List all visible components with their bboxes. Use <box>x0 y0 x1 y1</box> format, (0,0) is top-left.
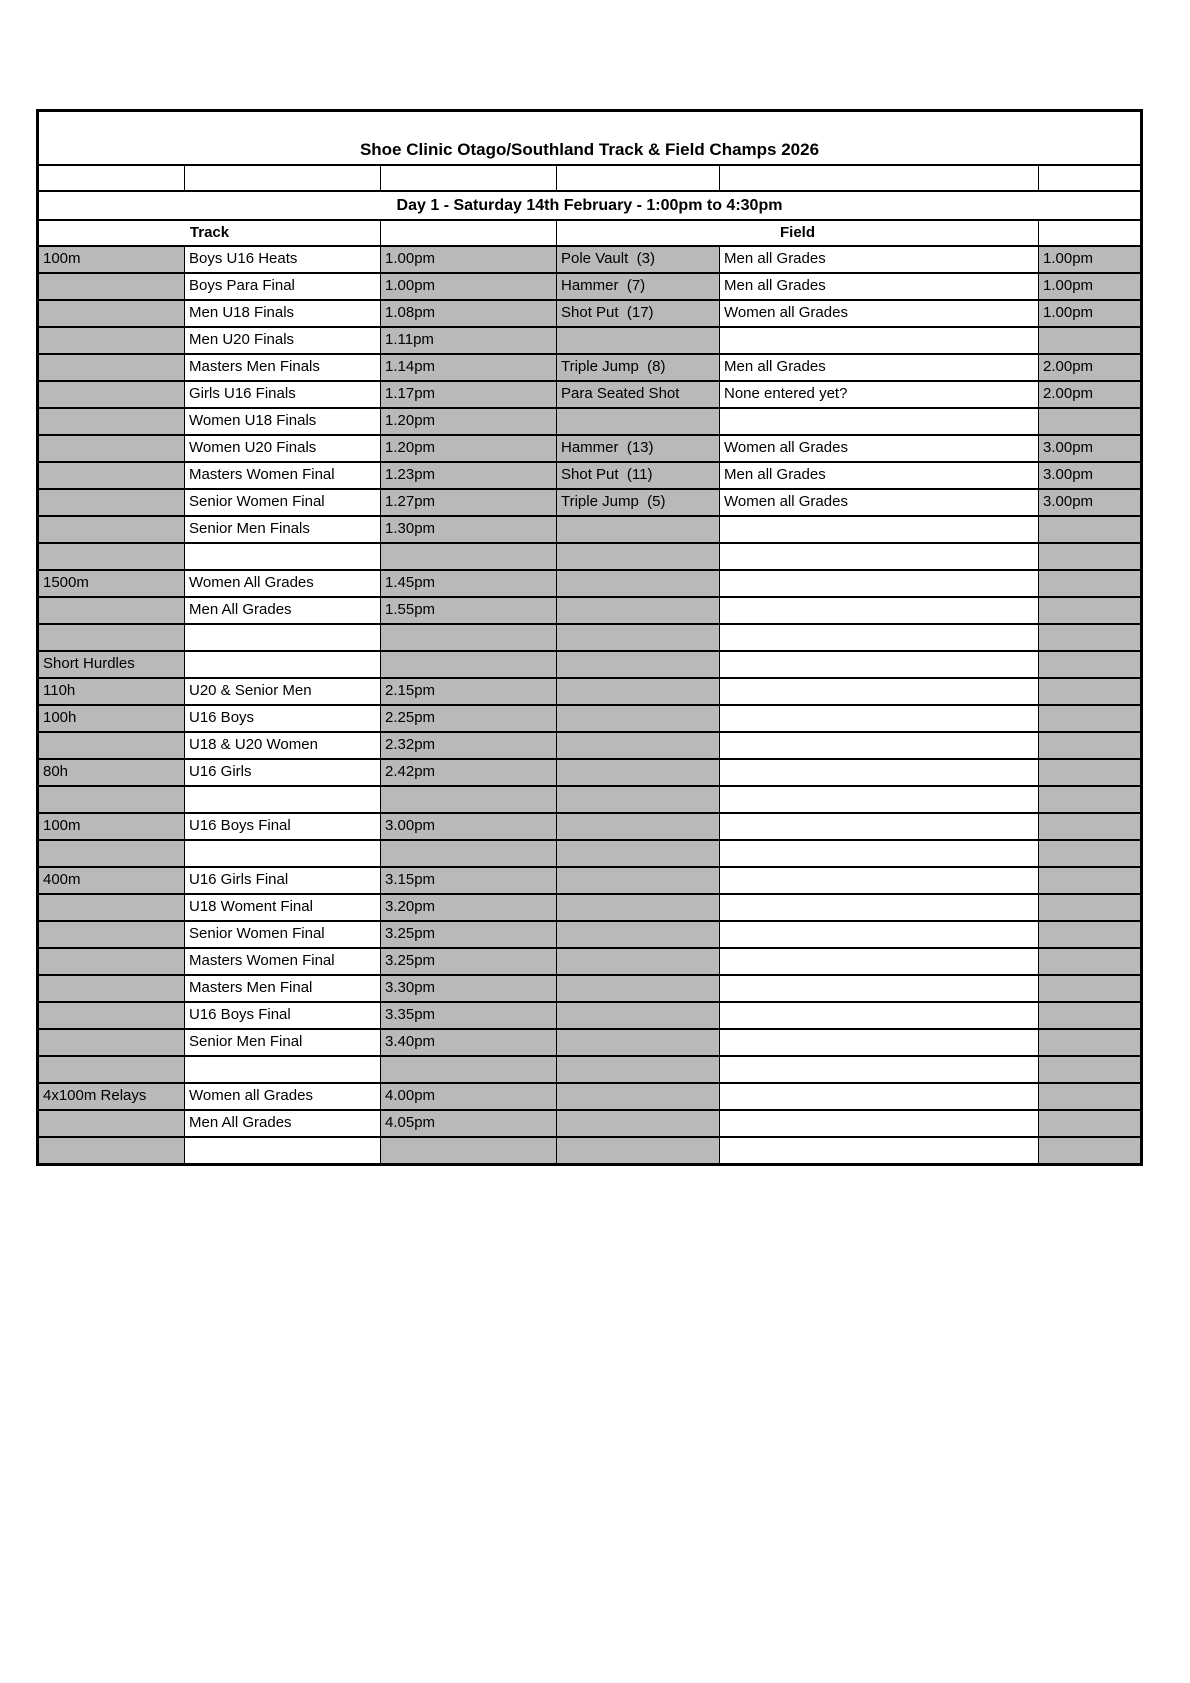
field-detail-cell: Men all Grades <box>720 354 1039 381</box>
track-time-cell: 1.55pm <box>381 597 557 624</box>
track-detail-cell: Masters Women Final <box>185 462 381 489</box>
track-time-cell <box>381 840 557 867</box>
field-detail-cell <box>720 921 1039 948</box>
track-event-cell <box>38 1029 185 1056</box>
track-detail-cell: Women U18 Finals <box>185 408 381 435</box>
field-event-cell <box>557 516 720 543</box>
track-detail-cell <box>185 840 381 867</box>
field-detail-cell <box>720 705 1039 732</box>
field-event-cell <box>557 894 720 921</box>
field-time-cell <box>1039 651 1142 678</box>
track-event-cell: 100m <box>38 813 185 840</box>
track-time-cell: 3.20pm <box>381 894 557 921</box>
track-event-cell <box>38 975 185 1002</box>
track-time-cell: 3.40pm <box>381 1029 557 1056</box>
schedule-row <box>38 354 1142 381</box>
field-detail-cell: Women all Grades <box>720 300 1039 327</box>
track-event-cell: 100m <box>38 246 185 273</box>
track-detail-cell: Men All Grades <box>185 1110 381 1137</box>
track-time-cell: 1.17pm <box>381 381 557 408</box>
schedule-row <box>38 1029 1142 1056</box>
track-time-cell: 4.05pm <box>381 1110 557 1137</box>
field-time-cell <box>1039 759 1142 786</box>
field-detail-cell: Women all Grades <box>720 435 1039 462</box>
schedule-row <box>38 516 1142 543</box>
schedule-row <box>38 327 1142 354</box>
field-event-cell <box>557 813 720 840</box>
field-event-cell <box>557 840 720 867</box>
field-time-cell <box>1039 867 1142 894</box>
track-event-cell <box>38 543 185 570</box>
track-event-cell <box>38 597 185 624</box>
field-event-cell <box>557 867 720 894</box>
track-detail-cell: Masters Men Finals <box>185 354 381 381</box>
field-time-cell <box>1039 1029 1142 1056</box>
field-event-cell <box>557 786 720 813</box>
schedule-row <box>38 408 1142 435</box>
schedule-row <box>38 732 1142 759</box>
track-time-cell: 2.42pm <box>381 759 557 786</box>
schedule-row <box>38 948 1142 975</box>
field-time-cell: 3.00pm <box>1039 489 1142 516</box>
field-time-cell <box>1039 327 1142 354</box>
track-event-cell <box>38 354 185 381</box>
track-event-cell <box>38 1110 185 1137</box>
track-event-cell <box>38 948 185 975</box>
field-time-cell <box>1039 516 1142 543</box>
track-detail-cell: Girls U16 Finals <box>185 381 381 408</box>
schedule-row <box>38 759 1142 786</box>
track-detail-cell: Boys U16 Heats <box>185 246 381 273</box>
title-row <box>38 111 1142 166</box>
track-event-cell <box>38 462 185 489</box>
field-time-cell: 3.00pm <box>1039 462 1142 489</box>
track-time-cell <box>381 543 557 570</box>
field-detail-cell <box>720 759 1039 786</box>
field-time-cell <box>1039 408 1142 435</box>
track-time-cell: 1.08pm <box>381 300 557 327</box>
schedule-row <box>38 543 1142 570</box>
field-detail-cell <box>720 1029 1039 1056</box>
track-detail-cell <box>185 651 381 678</box>
track-detail-cell <box>185 1056 381 1083</box>
field-time-cell <box>1039 1002 1142 1029</box>
track-time-cell: 1.20pm <box>381 435 557 462</box>
field-detail-cell <box>720 678 1039 705</box>
track-event-cell <box>38 786 185 813</box>
track-detail-cell: Masters Women Final <box>185 948 381 975</box>
track-event-cell <box>38 624 185 651</box>
field-detail-cell <box>720 624 1039 651</box>
field-event-cell <box>557 1002 720 1029</box>
field-time-cell: 2.00pm <box>1039 354 1142 381</box>
track-time-cell: 3.00pm <box>381 813 557 840</box>
field-detail-cell <box>720 543 1039 570</box>
field-event-cell <box>557 948 720 975</box>
field-detail-cell <box>720 840 1039 867</box>
field-event-cell <box>557 1029 720 1056</box>
field-detail-cell <box>720 813 1039 840</box>
schedule-row <box>38 1083 1142 1110</box>
track-detail-cell: U16 Boys Final <box>185 813 381 840</box>
track-event-cell <box>38 516 185 543</box>
track-event-cell: 110h <box>38 678 185 705</box>
field-section-header: Field <box>557 220 1039 246</box>
field-detail-cell <box>720 1083 1039 1110</box>
track-detail-cell: Senior Women Final <box>185 489 381 516</box>
field-detail-cell <box>720 408 1039 435</box>
field-event-cell: Pole Vault (3) <box>557 246 720 273</box>
day-header: Day 1 - Saturday 14th February - 1:00pm to 4:30pm <box>38 191 1142 220</box>
field-detail-cell <box>720 1110 1039 1137</box>
section-header-empty-cell <box>1039 220 1142 246</box>
track-detail-cell: Men All Grades <box>185 597 381 624</box>
track-time-cell <box>381 1056 557 1083</box>
field-event-cell: Shot Put (17) <box>557 300 720 327</box>
field-event-cell: Shot Put (11) <box>557 462 720 489</box>
track-time-cell <box>381 1137 557 1165</box>
field-detail-cell <box>720 894 1039 921</box>
field-event-cell <box>557 1056 720 1083</box>
schedule-row <box>38 786 1142 813</box>
field-detail-cell: Men all Grades <box>720 246 1039 273</box>
schedule-row <box>38 813 1142 840</box>
track-event-cell <box>38 381 185 408</box>
track-event-cell <box>38 300 185 327</box>
track-event-cell <box>38 408 185 435</box>
track-detail-cell <box>185 543 381 570</box>
field-time-cell <box>1039 1110 1142 1137</box>
spacer-row <box>38 165 1142 191</box>
field-detail-cell <box>720 786 1039 813</box>
track-detail-cell: Boys Para Final <box>185 273 381 300</box>
track-time-cell: 2.25pm <box>381 705 557 732</box>
schedule-row <box>38 435 1142 462</box>
track-time-cell <box>381 624 557 651</box>
field-detail-cell <box>720 597 1039 624</box>
track-time-cell: 1.23pm <box>381 462 557 489</box>
schedule-row <box>38 597 1142 624</box>
track-detail-cell: U20 & Senior Men <box>185 678 381 705</box>
field-event-cell <box>557 1110 720 1137</box>
schedule-row <box>38 462 1142 489</box>
track-time-cell: 2.15pm <box>381 678 557 705</box>
track-event-cell <box>38 921 185 948</box>
track-event-cell <box>38 732 185 759</box>
schedule-row <box>38 678 1142 705</box>
field-detail-cell <box>720 948 1039 975</box>
schedule-row <box>38 651 1142 678</box>
track-time-cell: 1.14pm <box>381 354 557 381</box>
field-detail-cell <box>720 651 1039 678</box>
track-event-cell: 4x100m Relays <box>38 1083 185 1110</box>
field-event-cell: Triple Jump (8) <box>557 354 720 381</box>
track-detail-cell <box>185 786 381 813</box>
day-header-row <box>38 191 1142 220</box>
track-time-cell <box>381 786 557 813</box>
schedule-row <box>38 1137 1142 1165</box>
field-event-cell <box>557 678 720 705</box>
schedule-row <box>38 489 1142 516</box>
field-detail-cell <box>720 570 1039 597</box>
field-event-cell: Para Seated Shot <box>557 381 720 408</box>
document-title: Shoe Clinic Otago/Southland Track & Field Champs 2026 <box>38 111 1142 166</box>
spacer-cell <box>381 165 557 191</box>
track-section-header: Track <box>38 220 381 246</box>
field-event-cell: Triple Jump (5) <box>557 489 720 516</box>
field-event-cell <box>557 732 720 759</box>
field-event-cell <box>557 1137 720 1165</box>
track-detail-cell: Senior Men Finals <box>185 516 381 543</box>
track-time-cell: 1.20pm <box>381 408 557 435</box>
track-detail-cell: U16 Boys Final <box>185 1002 381 1029</box>
field-detail-cell <box>720 1002 1039 1029</box>
field-detail-cell: Men all Grades <box>720 462 1039 489</box>
spacer-cell <box>720 165 1039 191</box>
spacer-cell <box>38 165 185 191</box>
field-time-cell <box>1039 1137 1142 1165</box>
spacer-cell <box>557 165 720 191</box>
field-time-cell <box>1039 813 1142 840</box>
field-time-cell <box>1039 624 1142 651</box>
field-detail-cell: Women all Grades <box>720 489 1039 516</box>
field-time-cell <box>1039 894 1142 921</box>
schedule-row <box>38 867 1142 894</box>
track-event-cell <box>38 489 185 516</box>
track-event-cell <box>38 840 185 867</box>
field-detail-cell <box>720 732 1039 759</box>
track-event-cell: 1500m <box>38 570 185 597</box>
track-event-cell <box>38 1056 185 1083</box>
track-time-cell: 1.30pm <box>381 516 557 543</box>
field-event-cell <box>557 705 720 732</box>
field-detail-cell: None entered yet? <box>720 381 1039 408</box>
field-detail-cell <box>720 327 1039 354</box>
spacer-cell <box>185 165 381 191</box>
field-event-cell <box>557 408 720 435</box>
field-event-cell <box>557 570 720 597</box>
field-time-cell <box>1039 597 1142 624</box>
field-event-cell <box>557 651 720 678</box>
track-event-cell <box>38 1002 185 1029</box>
field-time-cell <box>1039 921 1142 948</box>
field-time-cell: 1.00pm <box>1039 300 1142 327</box>
track-detail-cell: Masters Men Final <box>185 975 381 1002</box>
schedule-row <box>38 840 1142 867</box>
track-detail-cell: U18 & U20 Women <box>185 732 381 759</box>
track-detail-cell: U18 Woment Final <box>185 894 381 921</box>
track-detail-cell: U16 Girls Final <box>185 867 381 894</box>
schedule-row <box>38 705 1142 732</box>
schedule-row <box>38 273 1142 300</box>
track-detail-cell: Women All Grades <box>185 570 381 597</box>
field-event-cell <box>557 624 720 651</box>
track-event-cell <box>38 327 185 354</box>
field-detail-cell <box>720 867 1039 894</box>
field-detail-cell: Men all Grades <box>720 273 1039 300</box>
schedule-row <box>38 300 1142 327</box>
track-time-cell: 3.25pm <box>381 948 557 975</box>
track-detail-cell: U16 Girls <box>185 759 381 786</box>
field-detail-cell <box>720 975 1039 1002</box>
field-event-cell <box>557 543 720 570</box>
track-event-cell: 400m <box>38 867 185 894</box>
track-time-cell: 4.00pm <box>381 1083 557 1110</box>
schedule-row <box>38 624 1142 651</box>
field-time-cell: 2.00pm <box>1039 381 1142 408</box>
track-detail-cell <box>185 1137 381 1165</box>
track-time-cell: 1.11pm <box>381 327 557 354</box>
field-event-cell <box>557 327 720 354</box>
track-detail-cell: U16 Boys <box>185 705 381 732</box>
schedule-row <box>38 1056 1142 1083</box>
schedule-row <box>38 246 1142 273</box>
field-detail-cell <box>720 1137 1039 1165</box>
spacer-cell <box>1039 165 1142 191</box>
track-time-cell: 1.00pm <box>381 273 557 300</box>
track-detail-cell <box>185 624 381 651</box>
field-time-cell <box>1039 1056 1142 1083</box>
track-time-cell: 1.45pm <box>381 570 557 597</box>
field-event-cell <box>557 975 720 1002</box>
section-header-row <box>38 220 1142 246</box>
field-time-cell: 1.00pm <box>1039 273 1142 300</box>
track-event-cell: 100h <box>38 705 185 732</box>
field-time-cell <box>1039 975 1142 1002</box>
section-header-empty-cell <box>381 220 557 246</box>
track-time-cell <box>381 651 557 678</box>
field-time-cell <box>1039 705 1142 732</box>
schedule-row <box>38 894 1142 921</box>
field-event-cell <box>557 1083 720 1110</box>
schedule-table <box>36 109 1143 1166</box>
track-time-cell: 2.32pm <box>381 732 557 759</box>
field-time-cell <box>1039 570 1142 597</box>
track-event-cell: 80h <box>38 759 185 786</box>
track-detail-cell: Men U20 Finals <box>185 327 381 354</box>
track-time-cell: 3.30pm <box>381 975 557 1002</box>
field-time-cell <box>1039 732 1142 759</box>
track-time-cell: 3.15pm <box>381 867 557 894</box>
schedule-row <box>38 570 1142 597</box>
field-event-cell <box>557 921 720 948</box>
field-detail-cell <box>720 516 1039 543</box>
schedule-row <box>38 975 1142 1002</box>
track-detail-cell: Senior Women Final <box>185 921 381 948</box>
track-detail-cell: Women all Grades <box>185 1083 381 1110</box>
track-detail-cell: Senior Men Final <box>185 1029 381 1056</box>
track-time-cell: 1.00pm <box>381 246 557 273</box>
track-event-cell: Short Hurdles <box>38 651 185 678</box>
field-time-cell <box>1039 786 1142 813</box>
field-time-cell: 3.00pm <box>1039 435 1142 462</box>
schedule-row <box>38 921 1142 948</box>
field-detail-cell <box>720 1056 1039 1083</box>
track-time-cell: 1.27pm <box>381 489 557 516</box>
track-detail-cell: Women U20 Finals <box>185 435 381 462</box>
track-detail-cell: Men U18 Finals <box>185 300 381 327</box>
field-time-cell <box>1039 1083 1142 1110</box>
track-event-cell <box>38 894 185 921</box>
schedule-row <box>38 1002 1142 1029</box>
field-time-cell <box>1039 678 1142 705</box>
schedule-body <box>38 246 1142 1165</box>
schedule-row <box>38 1110 1142 1137</box>
schedule-row <box>38 381 1142 408</box>
track-event-cell <box>38 435 185 462</box>
field-event-cell: Hammer (13) <box>557 435 720 462</box>
track-time-cell: 3.35pm <box>381 1002 557 1029</box>
field-time-cell <box>1039 948 1142 975</box>
field-event-cell <box>557 597 720 624</box>
field-time-cell: 1.00pm <box>1039 246 1142 273</box>
field-event-cell: Hammer (7) <box>557 273 720 300</box>
field-event-cell <box>557 759 720 786</box>
track-event-cell <box>38 273 185 300</box>
field-time-cell <box>1039 543 1142 570</box>
field-time-cell <box>1039 840 1142 867</box>
track-time-cell: 3.25pm <box>381 921 557 948</box>
track-event-cell <box>38 1137 185 1165</box>
